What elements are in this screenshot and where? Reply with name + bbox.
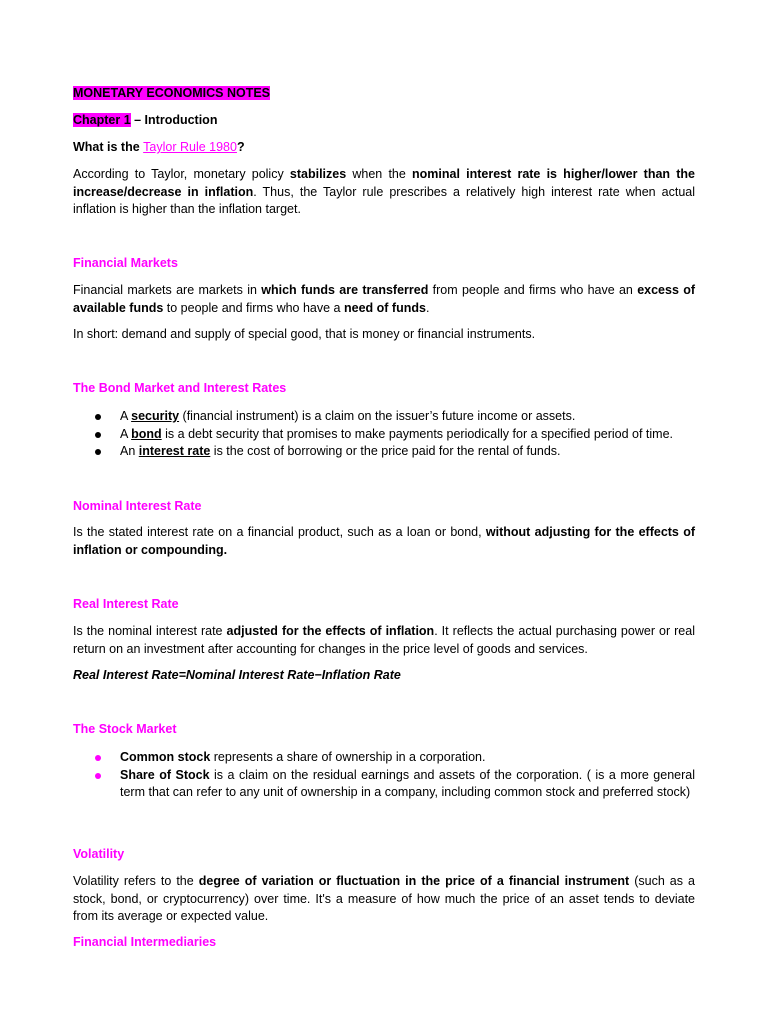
list-item: A bond is a debt security that promises to make payments periodically for a specified period of time. [73,426,695,444]
list-item: A security (financial instrument) is a claim on the issuer’s future income or assets. [73,408,695,426]
financial-markets-short: In short: demand and supply of special good, that is money or financial instruments. [73,327,536,341]
bullet-icon [95,432,101,438]
real-rate-formula: Real Interest Rate=Nominal Interest Rate−Inflation Rate [73,668,401,682]
taylor-paragraph: According to Taylor, monetary policy stabilizes when the nominal interest rate is higher/lower than the increase/decrease in inflation. Thus, the Taylor rule prescribes a relatively high interest rate when actual inflation is higher than the inflation target. [73,167,696,216]
bullet-icon [95,449,101,455]
list-item: Share of Stock is a claim on the residual earnings and assets of the corporation. ( is a more general term that can refer to any unit of ownership in a company, including common stock and preferred stock) [73,767,695,802]
nominal-rate-paragraph: Is the stated interest rate on a financial product, such as a loan or bond, without adjusting for the effects of inflation or compounding. [73,525,695,557]
section-heading-bond-market: The Bond Market and Interest Rates [73,381,287,395]
taylor-rule-link[interactable]: Taylor Rule 1980 [143,140,237,154]
section-heading-real-rate: Real Interest Rate [73,597,179,611]
chapter-heading: Chapter 1 – Introduction [73,113,218,127]
section-heading-stock-market: The Stock Market [73,722,177,736]
section-heading-financial-markets: Financial Markets [73,256,178,270]
section-heading-financial-intermediaries: Financial Intermediaries [73,935,217,949]
bond-market-list [73,408,695,461]
bullet-icon [95,414,101,420]
taylor-question: What is the Taylor Rule 1980? [73,140,245,154]
bullet-icon [95,755,101,761]
stock-market-list [73,749,695,802]
list-item: Common stock represents a share of ownership in a corporation. [73,749,695,767]
list-item: An interest rate is the cost of borrowing or the price paid for the rental of funds. [73,443,695,461]
section-heading-nominal-rate: Nominal Interest Rate [73,499,202,513]
section-heading-volatility: Volatility [73,847,125,861]
real-rate-paragraph: Is the nominal interest rate adjusted for the effects of inflation. It reflects the actual purchasing power or real return on an investment after accounting for changes in the price level of goods and services. [73,624,695,656]
document-title: MONETARY ECONOMICS NOTES [73,86,271,100]
bullet-icon [95,773,101,779]
volatility-paragraph: Volatility refers to the degree of variation or fluctuation in the price of a financial instrument (such as a stock, bond, or cryptocurrency) over time. It's a measure of how much the price of an asset tends to deviate from its average or expected value. [73,874,695,923]
financial-markets-paragraph: Financial markets are markets in which funds are transferred from people and firms who have an excess of available funds to people and firms who have a need of funds. [73,283,695,315]
